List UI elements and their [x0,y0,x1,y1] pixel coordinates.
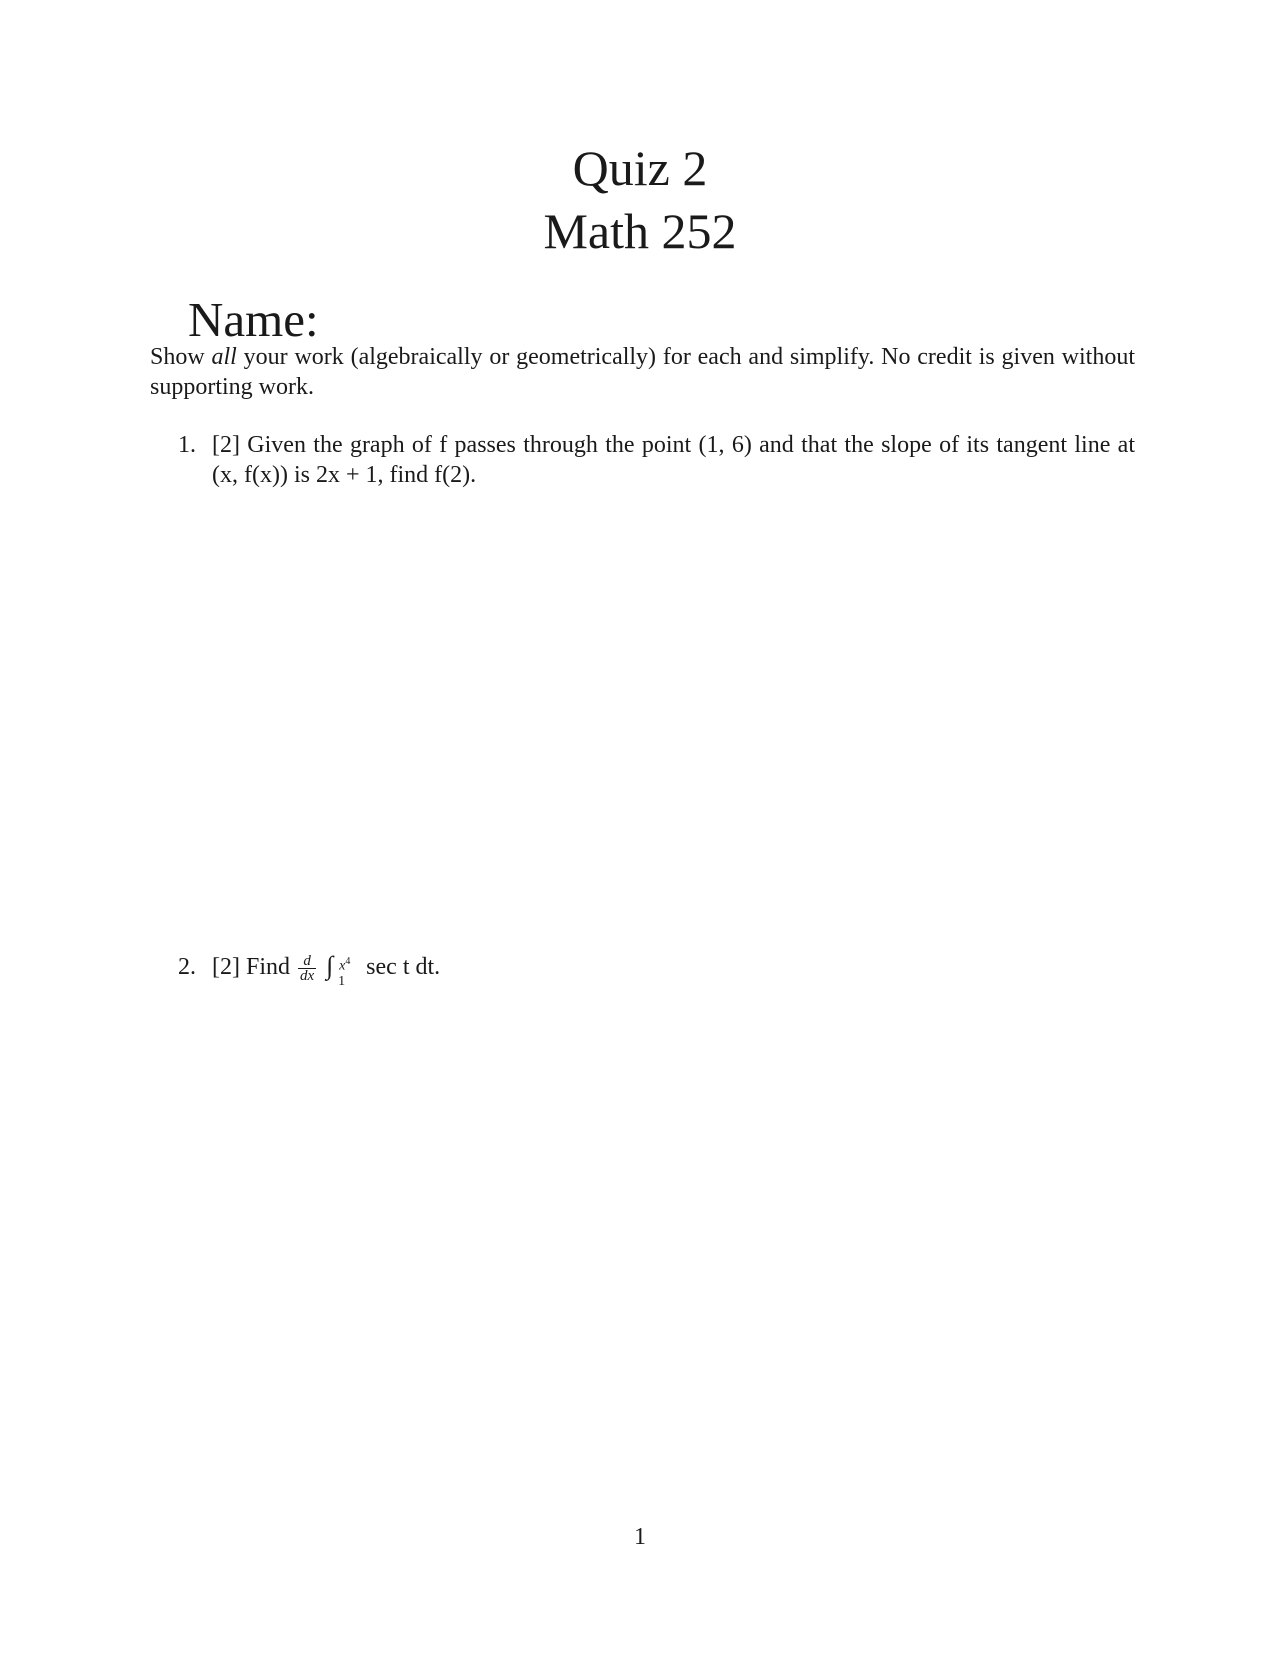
instructions-before: Show [150,344,212,370]
problem-number: 1. [178,432,196,458]
derivative-operator [298,954,316,983]
problem-text: [2] Given the graph of f passes through the point (1, 6) and that the slope of its tangent line at (x, f(x)) is 2x + 1, find f(2). [212,432,1135,488]
page-number: 1 [634,1524,646,1550]
integrand: sec t dt. [366,954,441,980]
upper-limit-base: x [339,959,346,975]
quiz-title: Quiz 2 [572,140,708,196]
name-label: Name: [188,292,319,347]
problem-text [212,951,1135,990]
problem-number: 2. [178,954,196,980]
problem-2 [150,951,1135,990]
derivative-denominator: dx [300,967,315,984]
definite-integral [324,951,360,990]
instructions [150,342,1135,402]
derivative-numerator: d [298,954,316,969]
upper-limit-exponent: 4 [345,956,351,968]
problem-points: [2] Find [212,954,290,980]
course-title: Math 252 [543,203,737,259]
instructions-emphasis: all [211,344,237,370]
problem-1 [150,430,1135,490]
integral-sign: ∫ [326,951,334,981]
instructions-after: your work (algebraically or geometrically) for each and simplify. No credit is given without supporting work. [150,344,1136,400]
integral-lower-limit: 1 [338,974,346,990]
